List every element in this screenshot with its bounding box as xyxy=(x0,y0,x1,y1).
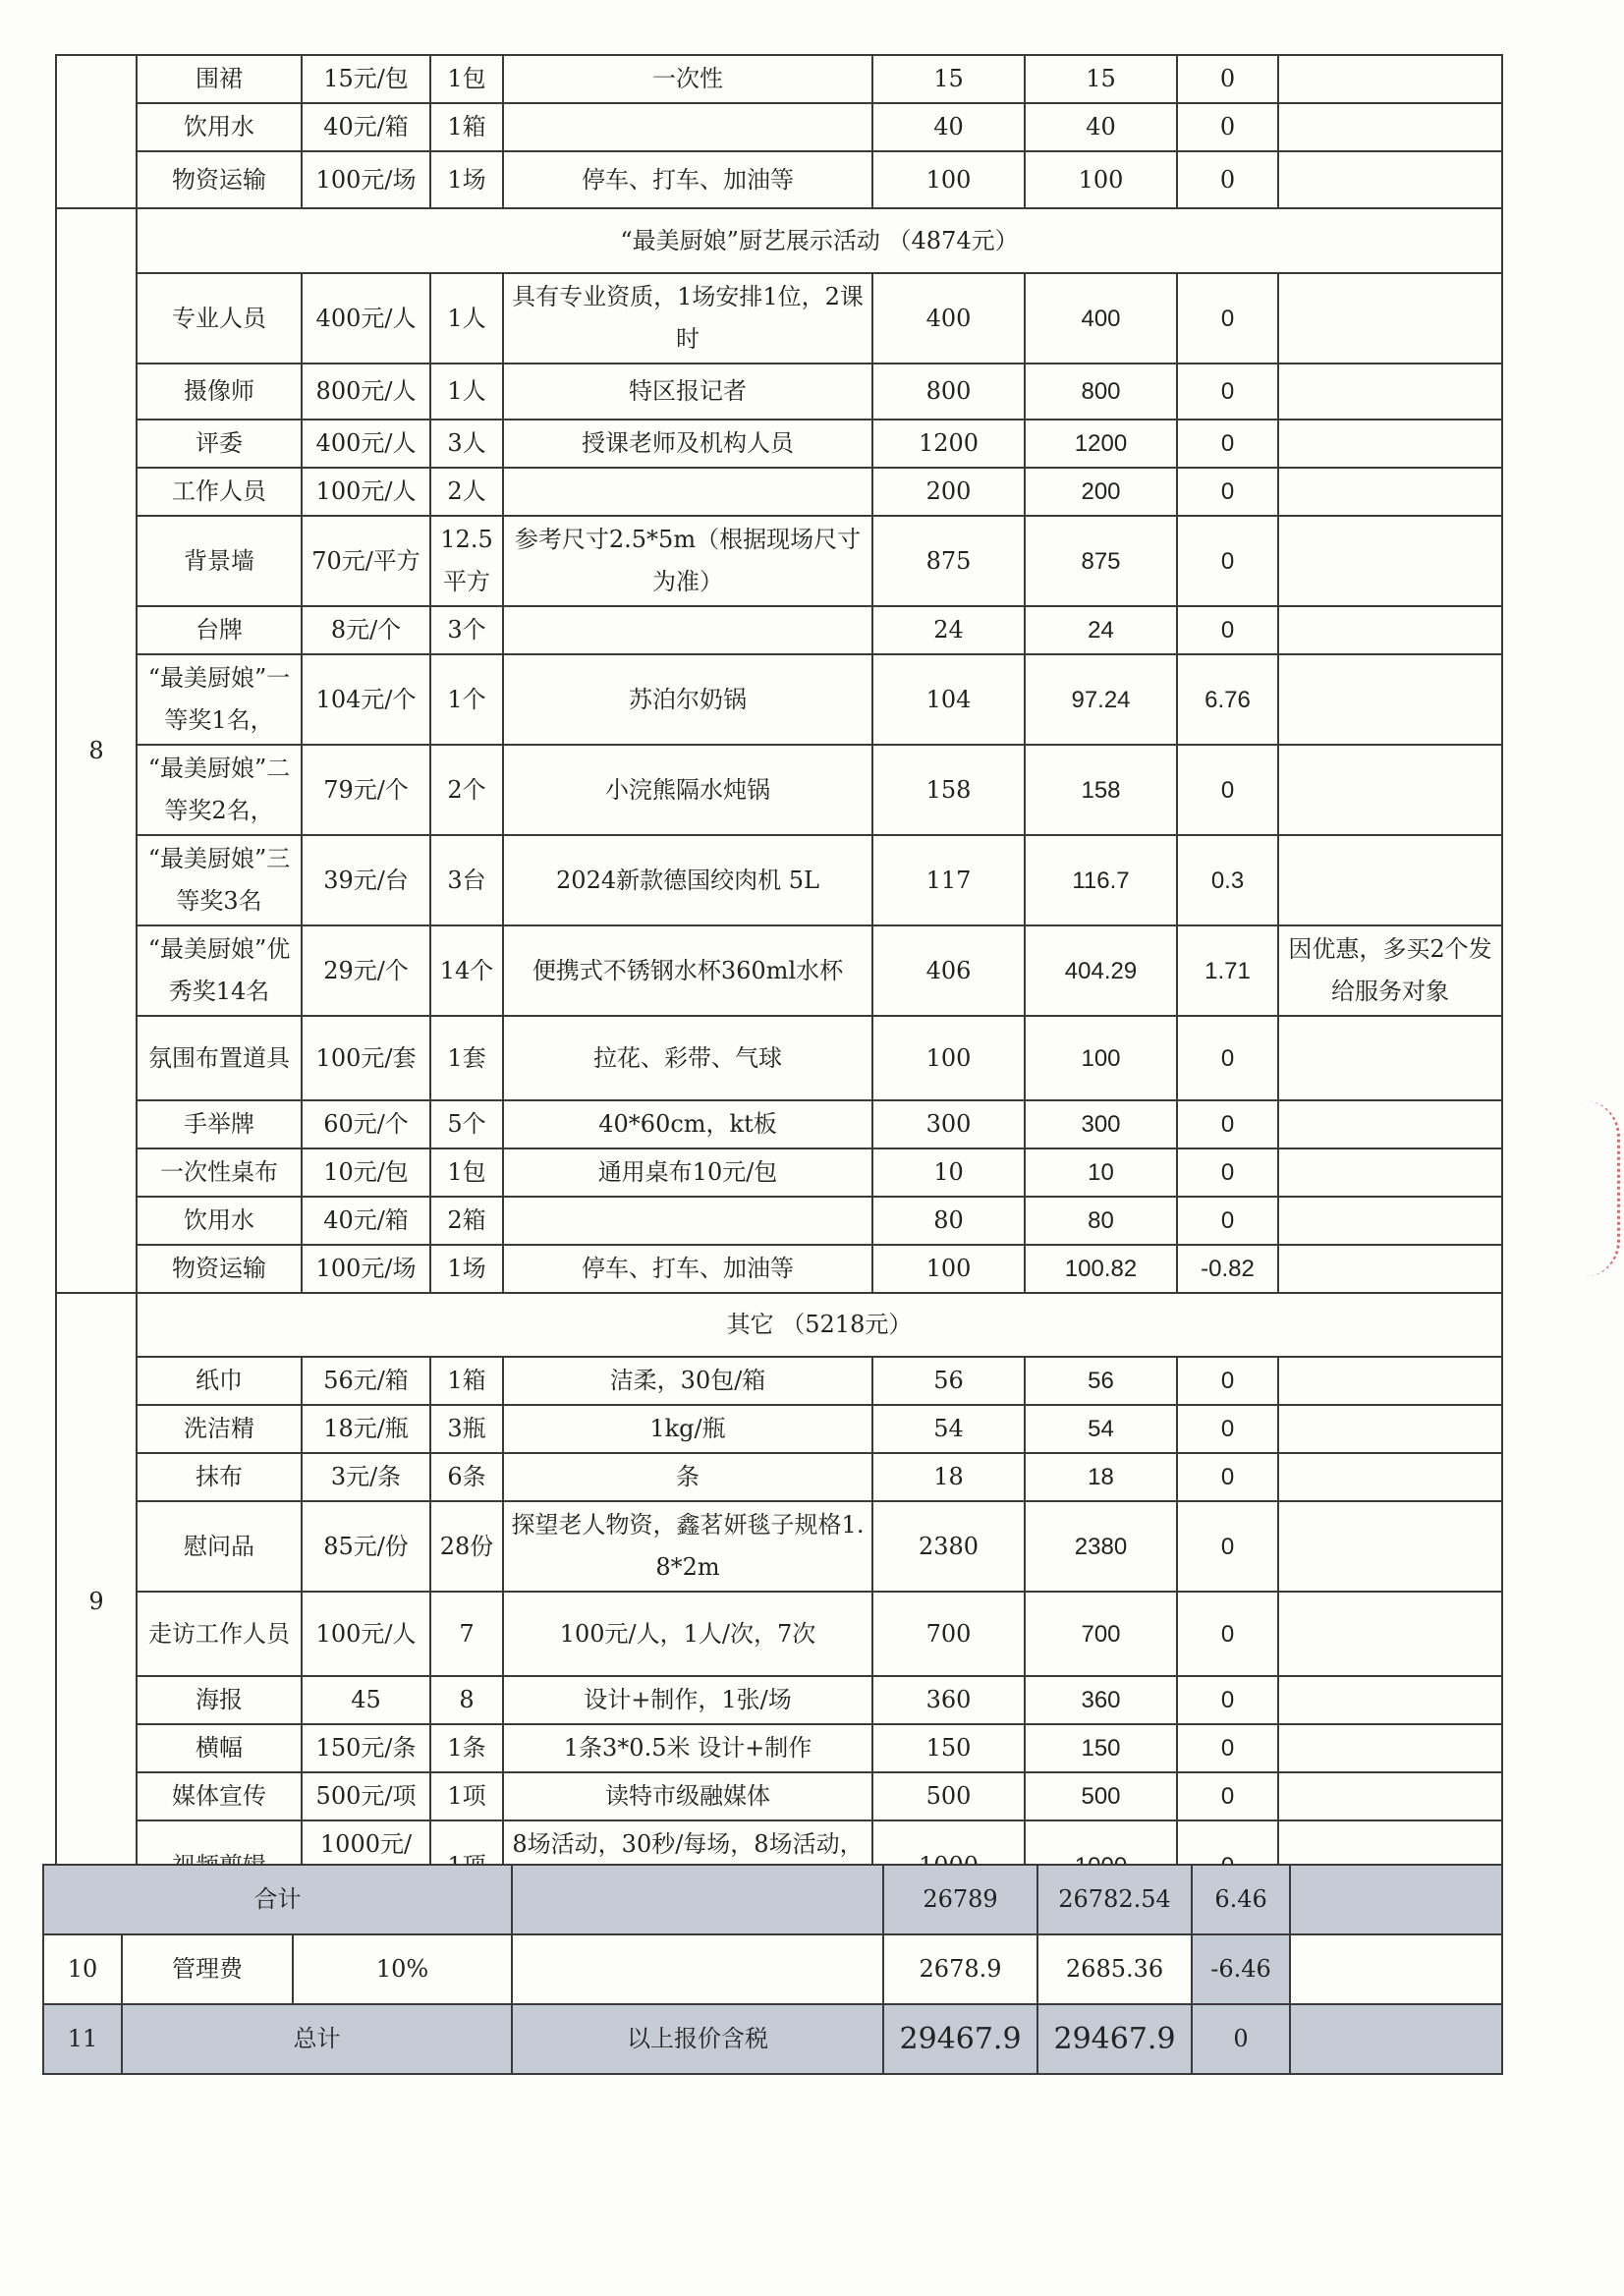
cell-diff: 0 xyxy=(1177,151,1278,208)
cell-diff: 0 xyxy=(1177,273,1278,364)
cell-price: 39元/台 xyxy=(302,835,430,925)
cell-remark: 因优惠，多买2个发给服务对象 xyxy=(1278,925,1502,1016)
cell-price: 500元/项 xyxy=(302,1772,430,1820)
cell-price: 40元/箱 xyxy=(302,103,430,151)
cell-note: 拉花、彩带、气球 xyxy=(503,1016,872,1100)
cell-remark xyxy=(1278,55,1502,103)
cell-diff: 0 xyxy=(1177,1724,1278,1772)
cell-item: 慰问品 xyxy=(137,1501,302,1592)
grand-total-row xyxy=(43,2004,1502,2074)
cell-item: “最美厨娘”三等奖3名 xyxy=(137,835,302,925)
cell-note: 探望老人物资，鑫茗妍毯子规格1.8*2m xyxy=(503,1501,872,1592)
cell-diff: 0 xyxy=(1177,1772,1278,1820)
table-row xyxy=(56,1148,1502,1197)
cell-note: 通用桌布10元/包 xyxy=(503,1148,872,1197)
cell-diff: 1.71 xyxy=(1177,925,1278,1016)
red-seal-stamp-edge xyxy=(1584,1100,1620,1277)
cell-actual: 56 xyxy=(1025,1357,1177,1405)
table-row xyxy=(56,1245,1502,1293)
table-row xyxy=(56,925,1502,1016)
table-row xyxy=(56,1197,1502,1245)
cell-diff: -0.82 xyxy=(1177,1245,1278,1293)
mgmt-rate: 10% xyxy=(293,1934,512,2004)
cell-qty: 1箱 xyxy=(430,103,503,151)
cell-item: 媒体宣传 xyxy=(137,1772,302,1820)
cell-actual: 360 xyxy=(1025,1676,1177,1724)
cell-remark xyxy=(1278,606,1502,654)
cell-item: 物资运输 xyxy=(137,1245,302,1293)
table-row xyxy=(56,745,1502,835)
cell-price: 100元/场 xyxy=(302,1245,430,1293)
cell-qty: 1套 xyxy=(430,1016,503,1100)
cell-actual: 24 xyxy=(1025,606,1177,654)
cell-remark xyxy=(1278,420,1502,468)
cell-item: 一次性桌布 xyxy=(137,1148,302,1197)
cell-budget: 100 xyxy=(872,1016,1025,1100)
cell-actual: 80 xyxy=(1025,1197,1177,1245)
cell-price: 100元/人 xyxy=(302,1592,430,1676)
cell-note: 40*60cm，kt板 xyxy=(503,1100,872,1148)
cell-price: 150元/条 xyxy=(302,1724,430,1772)
cell-price: 45 xyxy=(302,1676,430,1724)
cell-price: 18元/瓶 xyxy=(302,1405,430,1453)
cell-item: 背景墙 xyxy=(137,516,302,606)
cell-actual: 10 xyxy=(1025,1148,1177,1197)
table-row xyxy=(56,1100,1502,1148)
cell-note: 1kg/瓶 xyxy=(503,1405,872,1453)
cell-actual: 158 xyxy=(1025,745,1177,835)
cell-price: 400元/人 xyxy=(302,420,430,468)
cell-remark xyxy=(1278,364,1502,420)
cell-actual: 100.82 xyxy=(1025,1245,1177,1293)
cell-item: “最美厨娘”二等奖2名， xyxy=(137,745,302,835)
cell-note: 停车、打车、加油等 xyxy=(503,151,872,208)
cell-qty: 8 xyxy=(430,1676,503,1724)
cell-diff: 0 xyxy=(1177,1357,1278,1405)
cell-diff: 0 xyxy=(1177,1100,1278,1148)
management-fee-row xyxy=(43,1934,1502,2004)
cell-diff: 0 xyxy=(1177,364,1278,420)
cell-remark xyxy=(1278,654,1502,745)
cell-remark xyxy=(1278,103,1502,151)
cell-budget: 158 xyxy=(872,745,1025,835)
subtotal-row xyxy=(43,1865,1502,1934)
cell-diff: 6.76 xyxy=(1177,654,1278,745)
cell-actual: 875 xyxy=(1025,516,1177,606)
cell-actual: 800 xyxy=(1025,364,1177,420)
cell-item: 专业人员 xyxy=(137,273,302,364)
cell-budget: 40 xyxy=(872,103,1025,151)
cell-item: 手举牌 xyxy=(137,1100,302,1148)
cell-budget: 24 xyxy=(872,606,1025,654)
cell-diff: 0 xyxy=(1177,516,1278,606)
cell-actual: 97.24 xyxy=(1025,654,1177,745)
cell-budget: 700 xyxy=(872,1592,1025,1676)
cell-price: 800元/人 xyxy=(302,364,430,420)
cell-item: 饮用水 xyxy=(137,1197,302,1245)
cell-actual: 500 xyxy=(1025,1772,1177,1820)
cell-remark xyxy=(1278,273,1502,364)
cell-note: 具有专业资质，1场安排1位，2课时 xyxy=(503,273,872,364)
cell-note xyxy=(503,606,872,654)
cell-budget: 2380 xyxy=(872,1501,1025,1592)
cell-actual: 404.29 xyxy=(1025,925,1177,1016)
cell-price: 79元/个 xyxy=(302,745,430,835)
cell-note: 小浣熊隔水炖锅 xyxy=(503,745,872,835)
cell-budget: 15 xyxy=(872,55,1025,103)
section-title-row xyxy=(56,1293,1502,1357)
table-row xyxy=(56,1772,1502,1820)
cell-price: 104元/个 xyxy=(302,654,430,745)
subtotal-label: 合计 xyxy=(43,1865,512,1934)
cell-item: 摄像师 xyxy=(137,364,302,420)
cell-price: 400元/人 xyxy=(302,273,430,364)
cell-qty: 3瓶 xyxy=(430,1405,503,1453)
cell-note xyxy=(503,1197,872,1245)
subtotal-diff: 6.46 xyxy=(1192,1865,1290,1934)
cell-remark xyxy=(1278,151,1502,208)
table-row xyxy=(56,516,1502,606)
cell-note: 授课老师及机构人员 xyxy=(503,420,872,468)
cell-item: 洗洁精 xyxy=(137,1405,302,1453)
cell-item: “最美厨娘”优秀奖14名 xyxy=(137,925,302,1016)
cell-budget: 400 xyxy=(872,273,1025,364)
section-title-row xyxy=(56,208,1502,273)
cell-remark xyxy=(1278,1357,1502,1405)
table-row xyxy=(56,468,1502,516)
cell-item: “最美厨娘”一等奖1名， xyxy=(137,654,302,745)
cell-diff: 0 xyxy=(1177,103,1278,151)
cell-actual: 400 xyxy=(1025,273,1177,364)
cell-budget: 100 xyxy=(872,1245,1025,1293)
cell-budget: 54 xyxy=(872,1405,1025,1453)
cell-item: 饮用水 xyxy=(137,103,302,151)
cell-diff: 0 xyxy=(1177,1197,1278,1245)
cell-qty: 7 xyxy=(430,1592,503,1676)
cell-actual: 300 xyxy=(1025,1100,1177,1148)
cell-remark xyxy=(1278,1501,1502,1592)
cell-price: 29元/个 xyxy=(302,925,430,1016)
cell-remark xyxy=(1278,468,1502,516)
section-number: 8 xyxy=(56,208,137,1293)
cell-note: 参考尺寸2.5*5m（根据现场尺寸为准） xyxy=(503,516,872,606)
cell-qty: 1项 xyxy=(430,1772,503,1820)
cell-price: 100元/套 xyxy=(302,1016,430,1100)
total-label: 总计 xyxy=(122,2004,512,2074)
subtotal-actual: 26782.54 xyxy=(1037,1865,1192,1934)
total-budget: 29467.9 xyxy=(883,2004,1037,2074)
mgmt-diff: -6.46 xyxy=(1192,1934,1290,2004)
cell-item: 围裙 xyxy=(137,55,302,103)
table-row xyxy=(56,654,1502,745)
cell-note: 特区报记者 xyxy=(503,364,872,420)
cell-price: 70元/平方 xyxy=(302,516,430,606)
cell-diff: 0 xyxy=(1177,1676,1278,1724)
cell-item: 工作人员 xyxy=(137,468,302,516)
table-row xyxy=(56,1724,1502,1772)
cell-price: 40元/箱 xyxy=(302,1197,430,1245)
cell-item: 台牌 xyxy=(137,606,302,654)
cell-diff: 0 xyxy=(1177,606,1278,654)
cell-remark xyxy=(1278,1592,1502,1676)
cell-diff: 0 xyxy=(1177,1405,1278,1453)
cell-item: 评委 xyxy=(137,420,302,468)
cell-budget: 117 xyxy=(872,835,1025,925)
cell-remark xyxy=(1278,1148,1502,1197)
table-row xyxy=(56,835,1502,925)
cell-remark xyxy=(1278,1676,1502,1724)
cell-note: 便携式不锈钢水杯360ml水杯 xyxy=(503,925,872,1016)
section-number xyxy=(56,55,137,208)
cell-budget: 80 xyxy=(872,1197,1025,1245)
table-row xyxy=(56,364,1502,420)
summary-table xyxy=(42,1864,1503,2075)
cell-actual: 150 xyxy=(1025,1724,1177,1772)
cell-actual: 100 xyxy=(1025,1016,1177,1100)
cell-diff: 0 xyxy=(1177,745,1278,835)
cell-budget: 875 xyxy=(872,516,1025,606)
cell-qty: 2个 xyxy=(430,745,503,835)
cell-remark xyxy=(1278,1245,1502,1293)
cell-actual: 116.7 xyxy=(1025,835,1177,925)
section-title: 其它 （5218元） xyxy=(137,1293,1502,1357)
cell-note: 停车、打车、加油等 xyxy=(503,1245,872,1293)
cell-budget: 100 xyxy=(872,151,1025,208)
mgmt-no: 10 xyxy=(43,1934,122,2004)
cell-budget: 300 xyxy=(872,1100,1025,1148)
cell-remark xyxy=(1278,745,1502,835)
cell-diff: 0 xyxy=(1177,1016,1278,1100)
cell-item: 海报 xyxy=(137,1676,302,1724)
cell-qty: 6条 xyxy=(430,1453,503,1501)
cell-qty: 28份 xyxy=(430,1501,503,1592)
cell-actual: 40 xyxy=(1025,103,1177,151)
cell-budget: 18 xyxy=(872,1453,1025,1501)
cell-diff: 0 xyxy=(1177,1453,1278,1501)
cell-qty: 1条 xyxy=(430,1724,503,1772)
budget-table xyxy=(55,54,1503,1912)
cell-actual: 15 xyxy=(1025,55,1177,103)
cell-diff: 0 xyxy=(1177,420,1278,468)
cell-qty: 1场 xyxy=(430,1245,503,1293)
cell-note: 1条3*0.5米 设计+制作 xyxy=(503,1724,872,1772)
cell-actual: 18 xyxy=(1025,1453,1177,1501)
table-row xyxy=(56,1676,1502,1724)
total-actual: 29467.9 xyxy=(1037,2004,1192,2074)
cell-note: 2024新款德国绞肉机 5L xyxy=(503,835,872,925)
table-row xyxy=(56,1501,1502,1592)
cell-price: 85元/份 xyxy=(302,1501,430,1592)
section-title: “最美厨娘”厨艺展示活动 （4874元） xyxy=(137,208,1502,273)
mgmt-remark xyxy=(1290,1934,1502,2004)
cell-budget: 360 xyxy=(872,1676,1025,1724)
cell-qty: 1人 xyxy=(430,364,503,420)
cell-actual: 100 xyxy=(1025,151,1177,208)
cell-price: 100元/人 xyxy=(302,468,430,516)
total-note: 以上报价含税 xyxy=(512,2004,883,2074)
mgmt-label: 管理费 xyxy=(122,1934,293,2004)
cell-budget: 104 xyxy=(872,654,1025,745)
cell-diff: 0 xyxy=(1177,1592,1278,1676)
cell-diff: 0 xyxy=(1177,55,1278,103)
total-no: 11 xyxy=(43,2004,122,2074)
cell-remark xyxy=(1278,1405,1502,1453)
cell-note: 一次性 xyxy=(503,55,872,103)
cell-budget: 406 xyxy=(872,925,1025,1016)
mgmt-note xyxy=(512,1934,883,2004)
cell-note: 条 xyxy=(503,1453,872,1501)
cell-remark xyxy=(1278,516,1502,606)
cell-qty: 5个 xyxy=(430,1100,503,1148)
cell-price: 15元/包 xyxy=(302,55,430,103)
cell-price: 60元/个 xyxy=(302,1100,430,1148)
subtotal-remark xyxy=(1290,1865,1502,1934)
cell-price: 8元/个 xyxy=(302,606,430,654)
cell-remark xyxy=(1278,835,1502,925)
table-row xyxy=(56,1016,1502,1100)
cell-qty: 3个 xyxy=(430,606,503,654)
cell-note xyxy=(503,468,872,516)
cell-note: 洁柔，30包/箱 xyxy=(503,1357,872,1405)
cell-diff: 0.3 xyxy=(1177,835,1278,925)
section-number: 9 xyxy=(56,1293,137,1911)
total-diff: 0 xyxy=(1192,2004,1290,2074)
cell-remark xyxy=(1278,1100,1502,1148)
cell-actual: 200 xyxy=(1025,468,1177,516)
cell-budget: 1200 xyxy=(872,420,1025,468)
cell-actual: 1200 xyxy=(1025,420,1177,468)
table-row xyxy=(56,103,1502,151)
cell-price: 56元/箱 xyxy=(302,1357,430,1405)
cell-actual: 700 xyxy=(1025,1592,1177,1676)
mgmt-budget: 2678.9 xyxy=(883,1934,1037,2004)
cell-qty: 2人 xyxy=(430,468,503,516)
cell-qty: 12.5平方 xyxy=(430,516,503,606)
cell-note: 设计+制作，1张/场 xyxy=(503,1676,872,1724)
cell-budget: 56 xyxy=(872,1357,1025,1405)
cell-qty: 3台 xyxy=(430,835,503,925)
cell-qty: 1人 xyxy=(430,273,503,364)
cell-item: 氛围布置道具 xyxy=(137,1016,302,1100)
table-row xyxy=(56,420,1502,468)
cell-note: 读特市级融媒体 xyxy=(503,1772,872,1820)
cell-price: 10元/包 xyxy=(302,1148,430,1197)
cell-qty: 2箱 xyxy=(430,1197,503,1245)
table-row xyxy=(56,1453,1502,1501)
cell-budget: 150 xyxy=(872,1724,1025,1772)
cell-item: 抹布 xyxy=(137,1453,302,1501)
cell-actual: 2380 xyxy=(1025,1501,1177,1592)
cell-qty: 1包 xyxy=(430,55,503,103)
cell-price: 3元/条 xyxy=(302,1453,430,1501)
cell-budget: 500 xyxy=(872,1772,1025,1820)
subtotal-budget: 26789 xyxy=(883,1865,1037,1934)
cell-diff: 0 xyxy=(1177,1501,1278,1592)
table-row xyxy=(56,151,1502,208)
cell-item: 走访工作人员 xyxy=(137,1592,302,1676)
cell-note: 8场活动，30秒/每场，8场活动， xyxy=(503,1820,872,1911)
cell-remark xyxy=(1278,1724,1502,1772)
cell-budget: 200 xyxy=(872,468,1025,516)
cell-qty: 14个 xyxy=(430,925,503,1016)
cell-diff: 0 xyxy=(1177,468,1278,516)
table-row xyxy=(56,1405,1502,1453)
table-row xyxy=(56,606,1502,654)
cell-remark xyxy=(1278,1197,1502,1245)
cell-qty: 1包 xyxy=(430,1148,503,1197)
cell-note xyxy=(503,103,872,151)
cell-diff: 0 xyxy=(1177,1148,1278,1197)
cell-note: 苏泊尔奶锅 xyxy=(503,654,872,745)
cell-qty: 3人 xyxy=(430,420,503,468)
cell-item: 横幅 xyxy=(137,1724,302,1772)
table-row xyxy=(56,273,1502,364)
total-remark xyxy=(1290,2004,1502,2074)
cell-actual: 54 xyxy=(1025,1405,1177,1453)
cell-qty: 1场 xyxy=(430,151,503,208)
cell-item: 纸巾 xyxy=(137,1357,302,1405)
cell-note: 100元/人，1人/次，7次 xyxy=(503,1592,872,1676)
cell-qty: 1个 xyxy=(430,654,503,745)
cell-remark xyxy=(1278,1772,1502,1820)
cell-remark xyxy=(1278,1016,1502,1100)
cell-item: 物资运输 xyxy=(137,151,302,208)
cell-budget: 10 xyxy=(872,1148,1025,1197)
cell-qty: 1箱 xyxy=(430,1357,503,1405)
table-row xyxy=(56,55,1502,103)
subtotal-note xyxy=(512,1865,883,1934)
cell-price: 1000元/ xyxy=(302,1820,430,1911)
table-row xyxy=(56,1357,1502,1405)
cell-budget: 800 xyxy=(872,364,1025,420)
cell-remark xyxy=(1278,1453,1502,1501)
mgmt-actual: 2685.36 xyxy=(1037,1934,1192,2004)
table-row xyxy=(56,1592,1502,1676)
cell-price: 100元/场 xyxy=(302,151,430,208)
